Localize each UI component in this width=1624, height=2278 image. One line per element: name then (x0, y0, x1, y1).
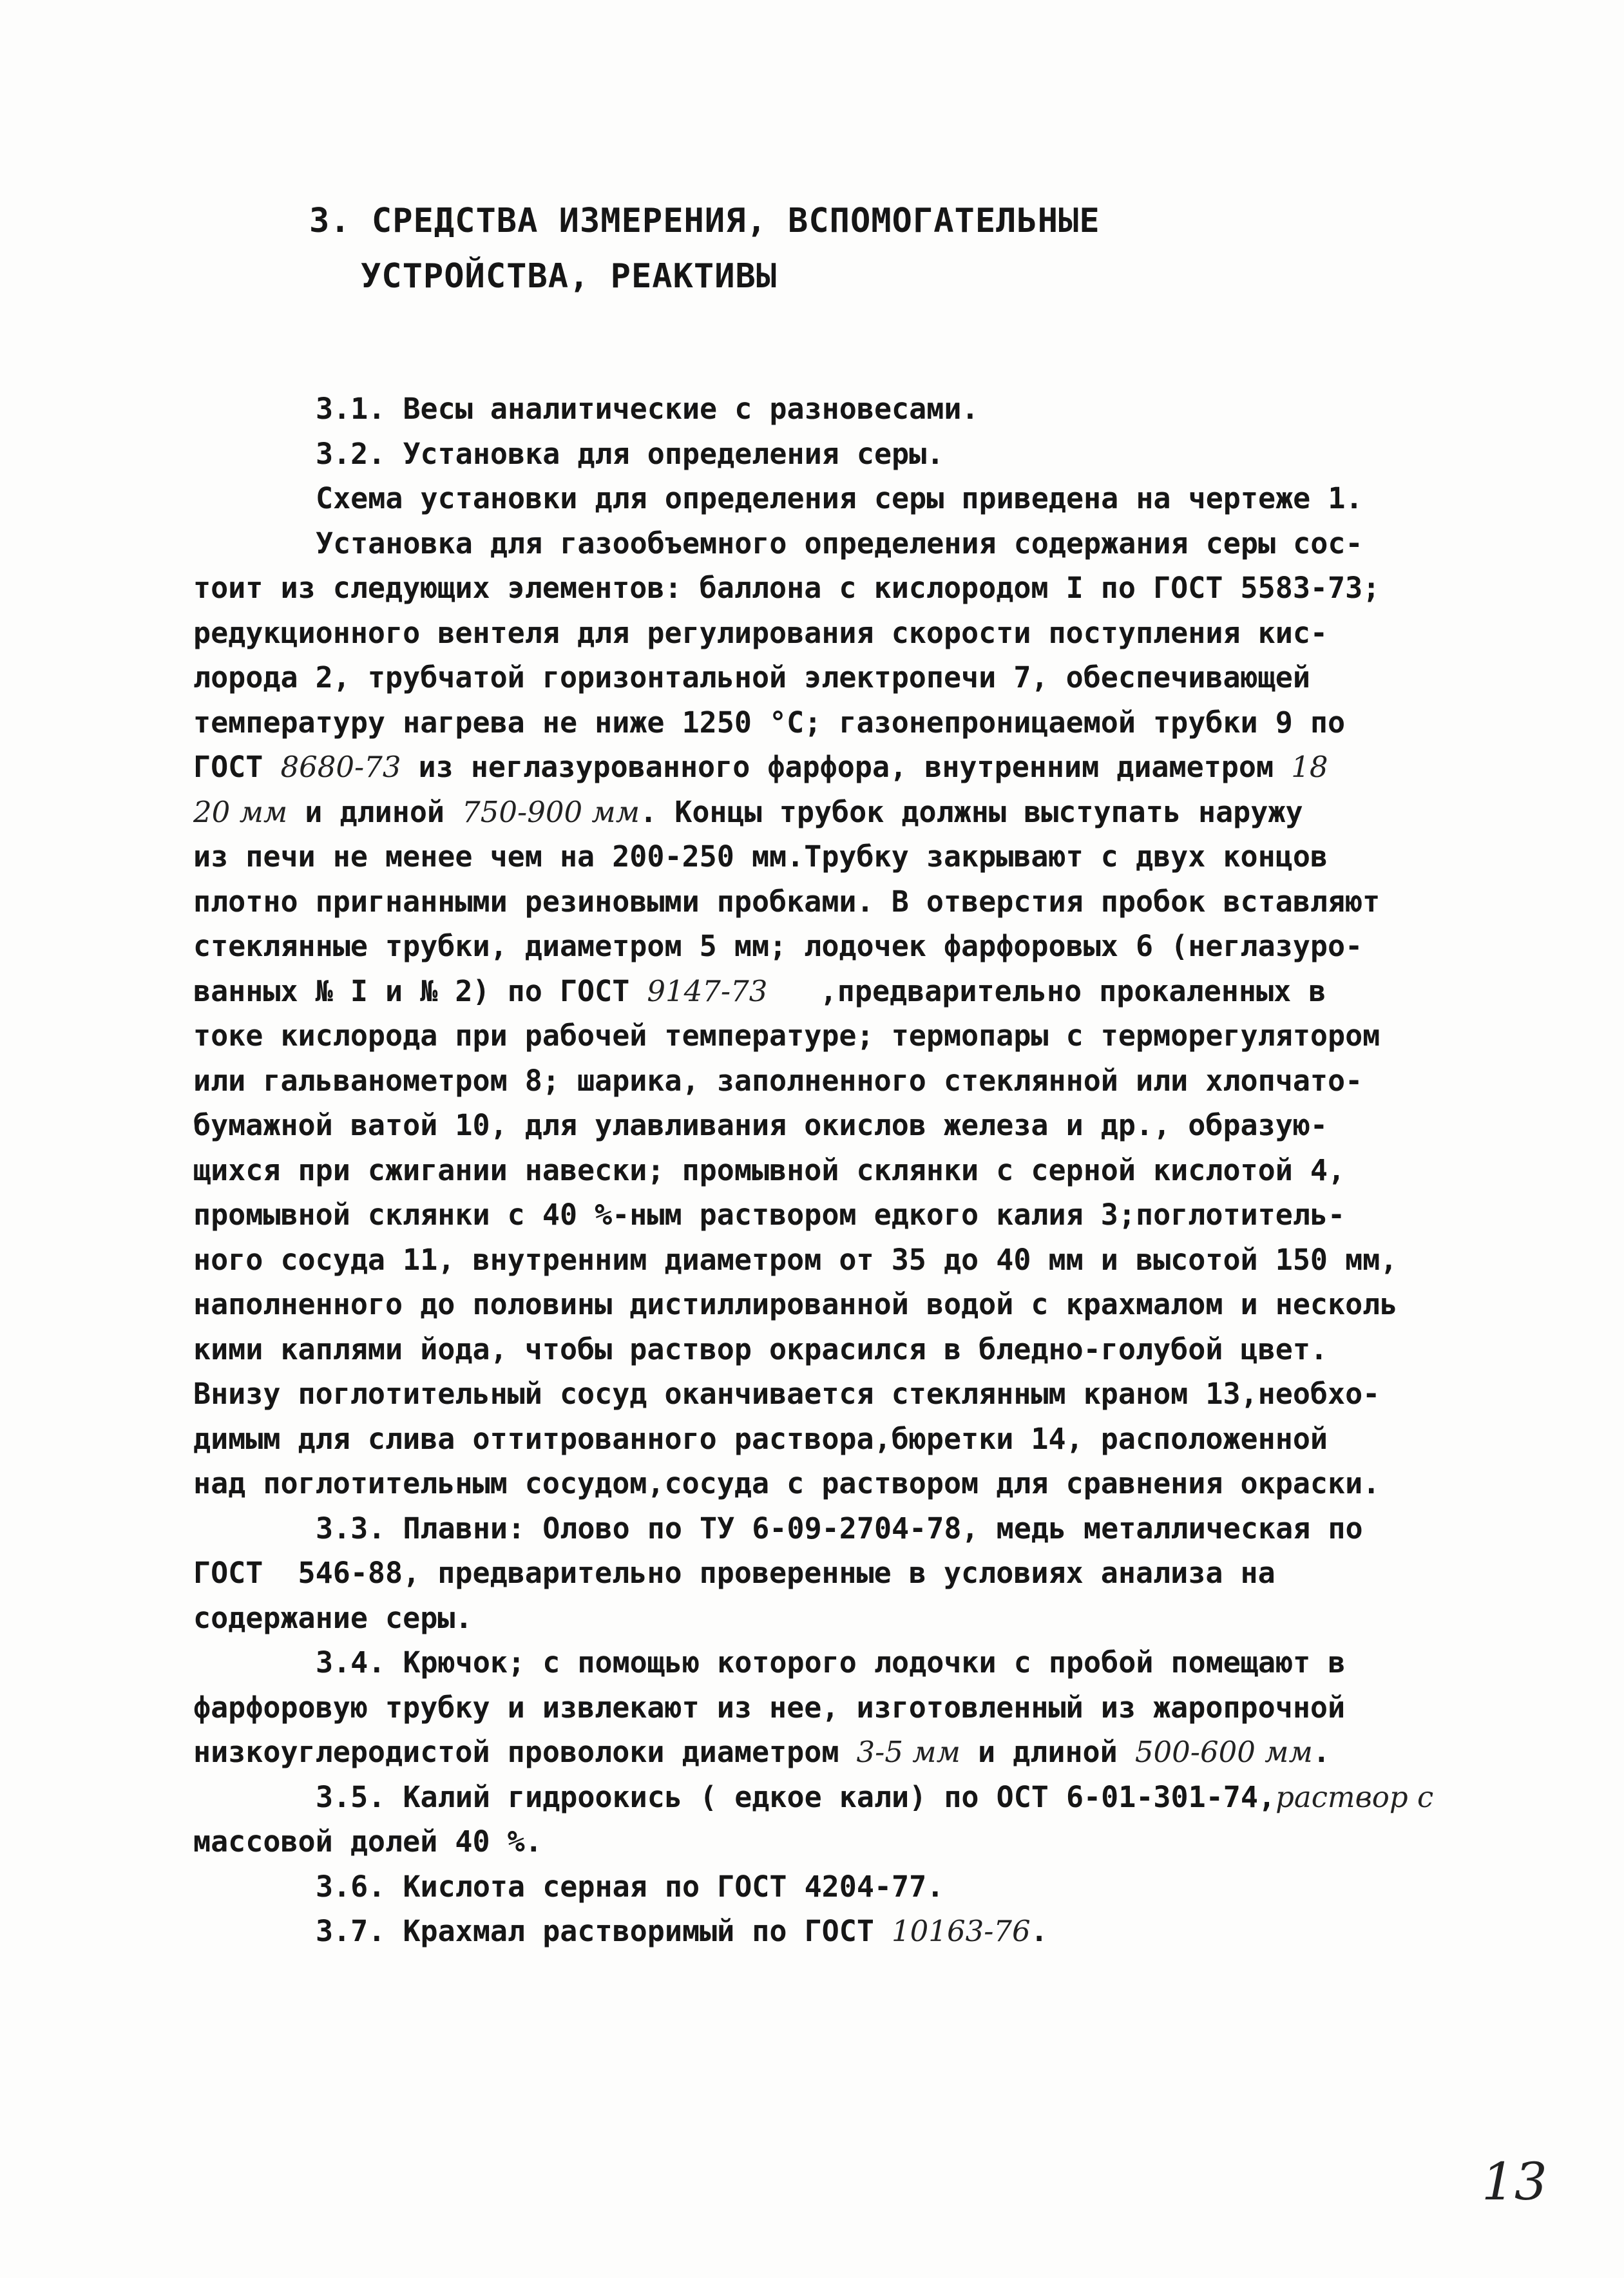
text-fragment: . Концы трубок должны выступать наружу (640, 794, 1303, 829)
section-heading-line-2: УСТРОЙСТВА, РЕАКТИВЫ (361, 257, 778, 296)
text-fragment: и длиной (960, 1735, 1135, 1769)
text-line: 3.6. Кислота серная по ГОСТ 4204-77. (316, 1869, 944, 1904)
page-number: 13 (1482, 2152, 1547, 2212)
text-line (193, 1730, 1565, 1775)
text-fragment: низкоуглеродистой проволоки диаметром (193, 1735, 857, 1769)
text-line (193, 790, 1565, 835)
handwritten-insert: 20 мм (193, 794, 288, 829)
text-line: бумажной ватой 10, для улавливания окислов железа и др., образую- (193, 1108, 1328, 1142)
text-line: Схема установки для определения серы приведена на чертеже 1. (316, 481, 1363, 515)
text-line: содержание серы. (193, 1600, 473, 1635)
text-fragment: ГОСТ (193, 750, 281, 784)
handwritten-insert: 3-5 мм (856, 1735, 960, 1769)
text-fragment: . (1030, 1914, 1048, 1948)
text-line: щихся при сжигании навески; промывной склянки с серной кислотой 4, (193, 1153, 1346, 1187)
text-line: промывной склянки с 40 %-ным раствором едкого калия 3;поглотитель- (193, 1198, 1346, 1232)
text-line (193, 745, 1565, 790)
text-line: Установка для газообъемного определения содержания серы сос- (316, 526, 1363, 560)
text-fragment: 3.5. Калий гидроокись ( едкое кали) по ОСТ 6-01-301-74, (316, 1779, 1276, 1814)
text-line: над поглотительным сосудом,сосуда с раствором для сравнения окраски. (193, 1466, 1380, 1500)
text-line: температуру нагрева не ниже 1250 °С; газонепроницаемой трубки 9 по (193, 705, 1346, 740)
text-line: токе кислорода при рабочей температуре; термопары с терморегулятором (193, 1019, 1380, 1053)
text-line: стеклянные трубки, диаметром 5 мм; лодочек фарфоровых 6 (неглазуро- (193, 929, 1363, 963)
text-line: массовой долей 40 %. (193, 1824, 542, 1859)
text-fragment: ванных № I и № 2) по ГОСТ (193, 973, 647, 1008)
text-line: 3.2. Установка для определения серы. (316, 436, 944, 471)
section-heading (309, 193, 1100, 304)
text-line: 3.1. Весы аналитические с разновесами. (316, 392, 979, 426)
handwritten-insert: 500-600 мм (1134, 1735, 1313, 1769)
handwritten-insert: 18 (1291, 750, 1328, 784)
text-line: из печи не менее чем на 200-250 мм.Трубку закрывают с двух концов (193, 839, 1328, 874)
handwritten-insert: 8680-73 (280, 750, 401, 784)
text-line: плотно пригнанными резиновыми пробками. В отверстия пробок вставляют (193, 884, 1380, 919)
text-fragment: и длиной (287, 794, 463, 829)
text-line: димым для слива оттитрованного раствора,бюретки 14, расположенной (193, 1421, 1328, 1456)
text-line: 3.4. Крючок; с помощью которого лодочки с пробой помещают в (316, 1645, 1346, 1680)
text-fragment: 3.7. Крахмал растворимый по ГОСТ (316, 1914, 892, 1948)
handwritten-insert: раствор с (1275, 1779, 1434, 1814)
text-line: тоит из следующих элементов: баллона с кислородом I по ГОСТ 5583-73; (193, 571, 1380, 605)
text-line: Внизу поглотительный сосуд оканчивается стеклянным краном 13,необхо- (193, 1377, 1380, 1411)
text-line (193, 969, 1565, 1014)
handwritten-insert: 9147-73 (647, 973, 768, 1008)
text-line: лорода 2, трубчатой горизонтальной электропечи 7, обеспечивающей (193, 660, 1310, 694)
text-line (193, 1909, 1565, 1954)
handwritten-insert: 750-900 мм (462, 794, 640, 829)
text-line: наполненного до половины дистиллированной водой с крахмалом и несколь (193, 1287, 1398, 1321)
text-fragment: ,предварительно прокаленных в (767, 973, 1326, 1008)
text-line: кими каплями йода, чтобы раствор окрасился в бледно-голубой цвет. (193, 1332, 1328, 1366)
text-line (193, 1775, 1565, 1820)
text-line: фарфоровую трубку и извлекают из нее, изготовленный из жаропрочной (193, 1690, 1346, 1725)
section-heading-line-1: 3. СРЕДСТВА ИЗМЕРЕНИЯ, ВСПОМОГАТЕЛЬНЫЕ (309, 202, 1100, 240)
body-text (193, 387, 1565, 1954)
text-line: 3.3. Плавни: Олово по ТУ 6-09-2704-78, медь металлическая по (316, 1511, 1363, 1546)
text-line: ГОСТ 546-88, предварительно проверенные в условиях анализа на (193, 1556, 1275, 1590)
text-fragment: из неглазурованного фарфора, внутренним диаметром (401, 750, 1292, 784)
handwritten-insert: 10163-76 (892, 1914, 1031, 1948)
text-fragment: . (1312, 1735, 1330, 1769)
text-line: ного сосуда 11, внутренним диаметром от 35 до 40 мм и высотой 150 мм, (193, 1242, 1398, 1277)
text-line: или гальванометром 8; шарика, заполненного стеклянной или хлопчато- (193, 1063, 1363, 1098)
text-line: редукционного вентеля для регулирования скорости поступления кис- (193, 615, 1328, 650)
